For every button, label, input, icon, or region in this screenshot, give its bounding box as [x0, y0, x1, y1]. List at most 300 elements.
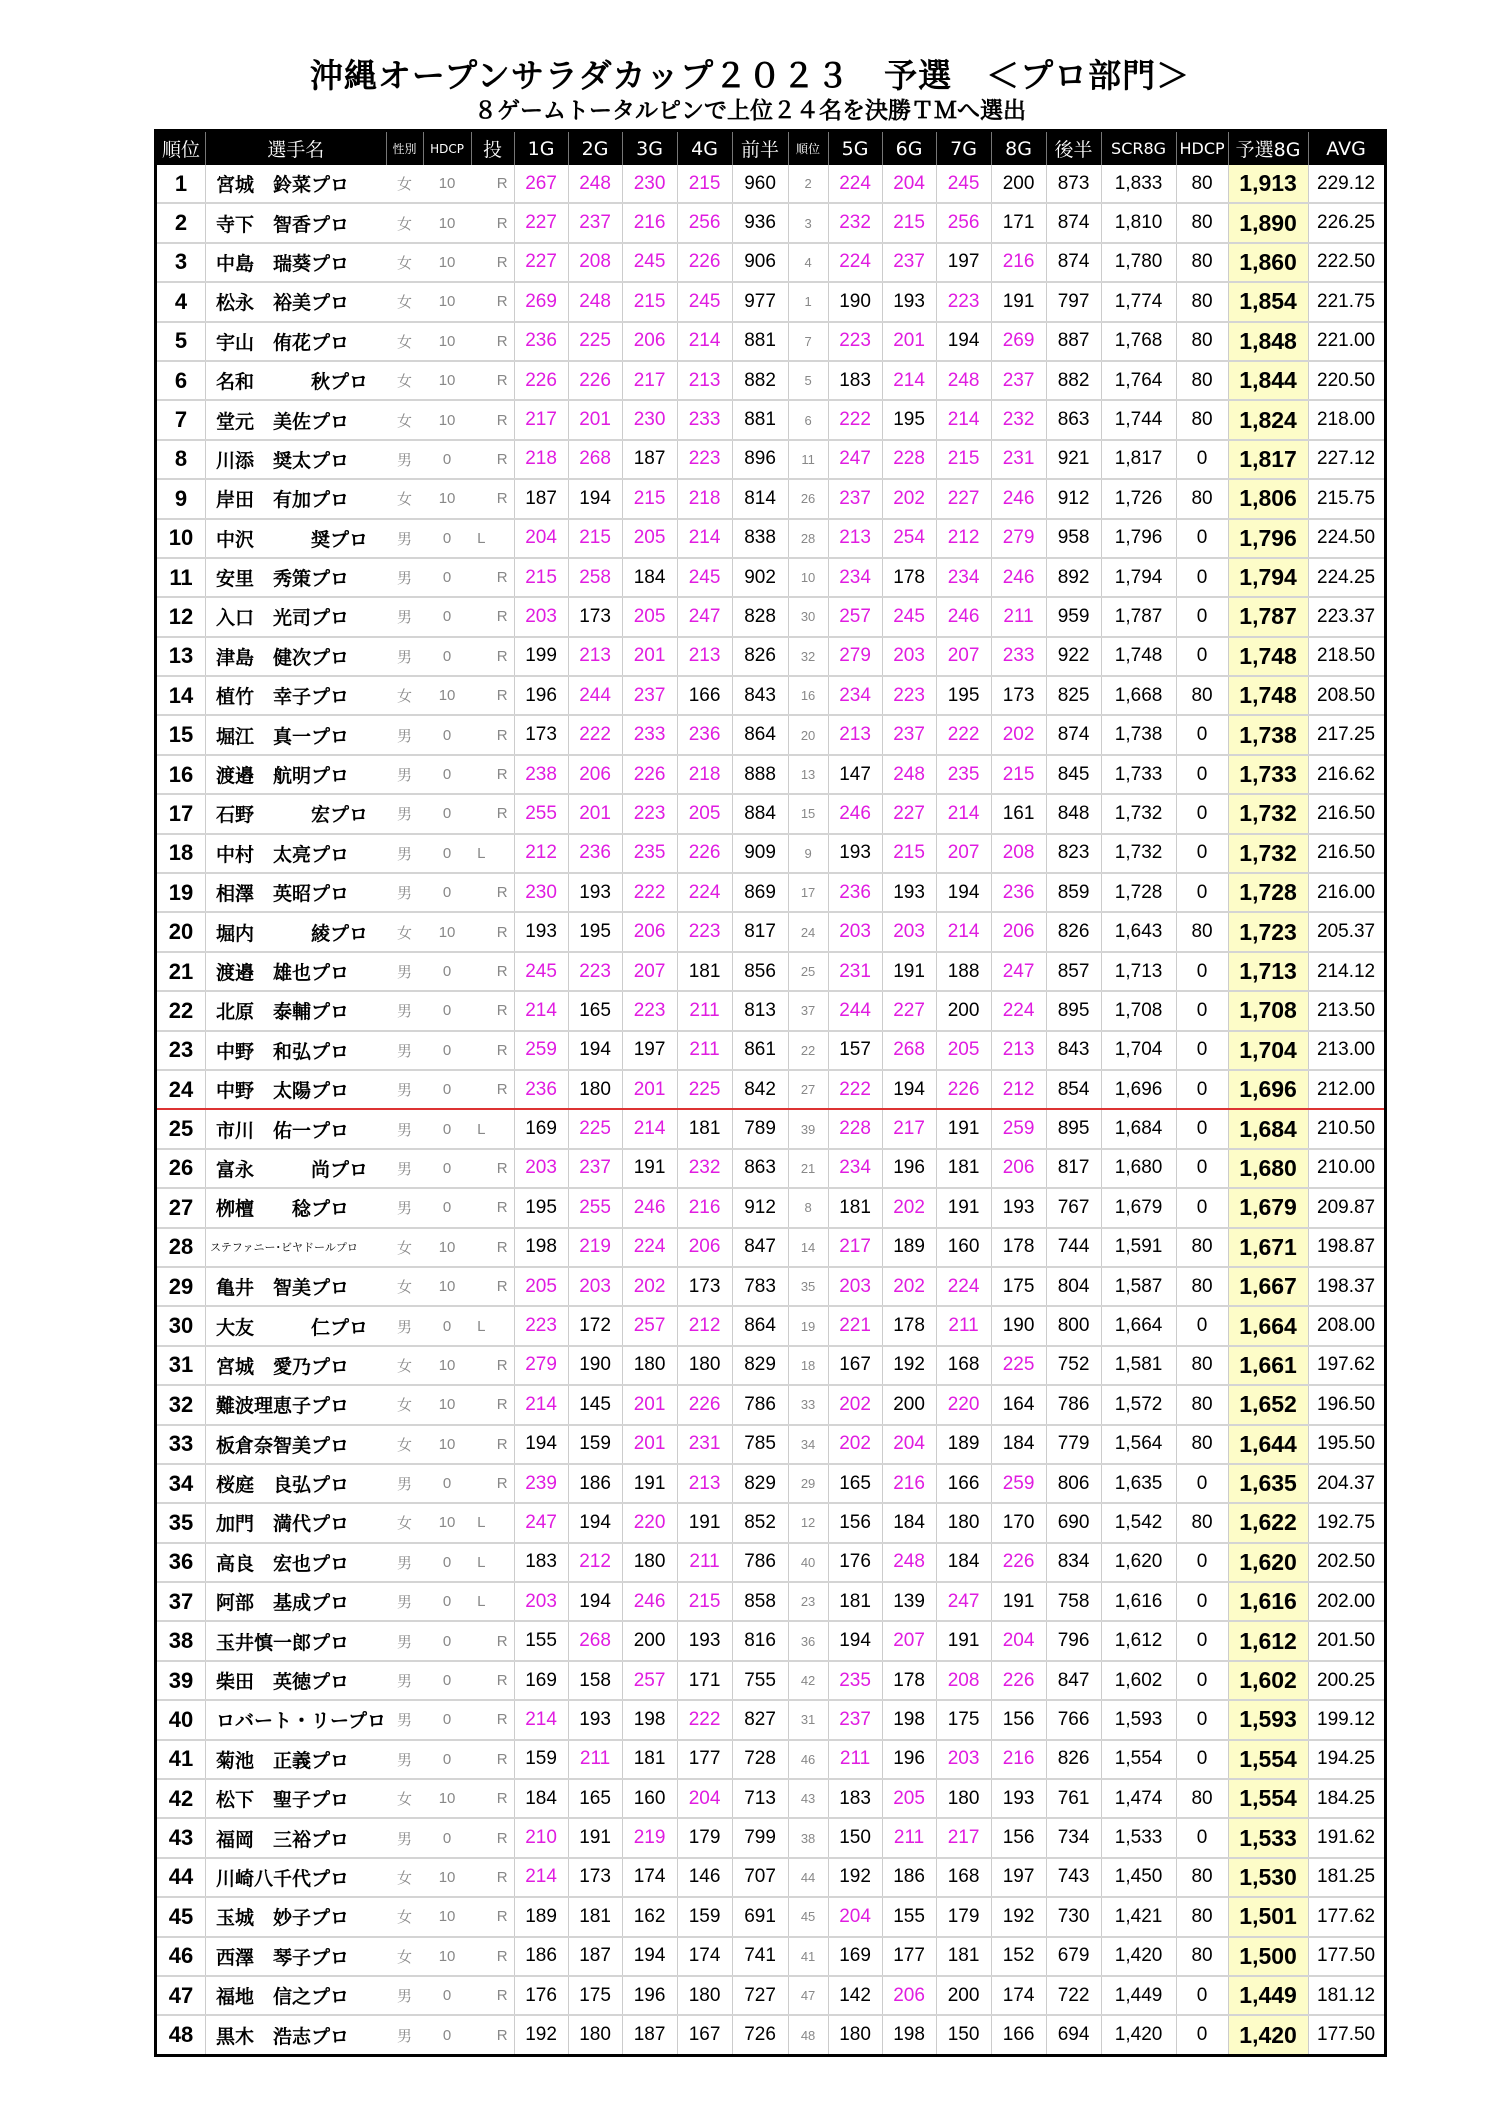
- table-row: [156, 1228, 1386, 1267]
- cell-first-half: 789: [732, 1109, 788, 1148]
- cell-hand: R: [471, 1740, 514, 1779]
- cell-game-4: 177: [677, 1740, 732, 1779]
- cell-player-name: 岸田 有加プロ: [206, 479, 387, 518]
- cell-half-rank: 39: [788, 1109, 828, 1148]
- cell-game-3: 205: [622, 597, 677, 636]
- table-row: [156, 873, 1386, 912]
- cell-scratch-8g: 1,810: [1101, 203, 1176, 242]
- cell-game-2: 248: [568, 282, 622, 321]
- cell-first-half: 726: [732, 2015, 788, 2055]
- cell-average: 218.50: [1308, 637, 1385, 676]
- cell-hand: R: [471, 1031, 514, 1070]
- cell-game-7: 214: [936, 400, 991, 439]
- cell-qualifying-8g: 1,644: [1228, 1425, 1308, 1464]
- cell-scratch-8g: 1,587: [1101, 1267, 1176, 1306]
- cell-qualifying-8g: 1,671: [1228, 1228, 1308, 1267]
- cell-game-4: 214: [677, 322, 732, 361]
- cell-player-name: 寺下 智香プロ: [206, 203, 387, 242]
- cell-scratch-8g: 1,643: [1101, 912, 1176, 951]
- cell-game-6: 227: [882, 794, 936, 833]
- cell-qualifying-8g: 1,860: [1228, 243, 1308, 282]
- cell-game-1: 227: [514, 203, 568, 242]
- cell-rank: 2: [156, 203, 206, 242]
- cell-game-8: 204: [991, 1621, 1046, 1660]
- cell-game-7: 245: [936, 165, 991, 203]
- header-qualifying-8g: 予選8G: [1228, 131, 1308, 166]
- page-subtitle: ８ゲームトータルピンで上位２４名を決勝ＴＭへ選出: [474, 98, 1026, 124]
- header-scratch-8g: SCR8G: [1101, 131, 1176, 166]
- cell-game-6: 204: [882, 1425, 936, 1464]
- cell-first-half: 863: [732, 1149, 788, 1188]
- cell-qualifying-8g: 1,854: [1228, 282, 1308, 321]
- cell-rank: 16: [156, 755, 206, 794]
- cell-game-2: 225: [568, 1109, 622, 1148]
- cell-game-5: 211: [828, 1740, 882, 1779]
- cell-qualifying-8g: 1,817: [1228, 440, 1308, 479]
- cell-second-half: 874: [1046, 715, 1101, 754]
- cell-first-half: 847: [732, 1228, 788, 1267]
- cell-half-rank: 36: [788, 1621, 828, 1660]
- cell-game-4: 191: [677, 1503, 732, 1542]
- cell-game-8: 237: [991, 361, 1046, 400]
- cell-game-1: 210: [514, 1818, 568, 1857]
- cell-second-half: 959: [1046, 597, 1101, 636]
- cell-half-rank: 22: [788, 1031, 828, 1070]
- cell-hdcp: 0: [423, 834, 471, 873]
- cell-game-5: 234: [828, 1149, 882, 1188]
- cell-qualifying-8g: 1,913: [1228, 165, 1308, 203]
- cell-game-7: 166: [936, 1464, 991, 1503]
- cell-second-half: 912: [1046, 479, 1101, 518]
- table-row: [156, 991, 1386, 1030]
- table-row: [156, 1425, 1386, 1464]
- cell-half-rank: 43: [788, 1779, 828, 1818]
- cell-game-6: 193: [882, 282, 936, 321]
- cell-game-2: 194: [568, 1503, 622, 1542]
- cell-first-half: 691: [732, 1897, 788, 1936]
- cell-first-half: 827: [732, 1700, 788, 1739]
- cell-hdcp-8g: 0: [1176, 1109, 1228, 1148]
- cell-game-4: 223: [677, 912, 732, 951]
- cell-game-8: 231: [991, 440, 1046, 479]
- cell-hdcp: 10: [423, 1937, 471, 1976]
- cell-game-4: 213: [677, 361, 732, 400]
- cell-hand: R: [471, 952, 514, 991]
- cell-sex: 男: [386, 1070, 423, 1109]
- cell-hdcp: 10: [423, 322, 471, 361]
- cell-first-half: 936: [732, 203, 788, 242]
- cell-game-5: 222: [828, 1070, 882, 1109]
- cell-half-rank: 24: [788, 912, 828, 951]
- cell-game-5: 221: [828, 1306, 882, 1345]
- cell-game-3: 246: [622, 1188, 677, 1227]
- cell-game-2: 201: [568, 400, 622, 439]
- cell-hand: R: [471, 991, 514, 1030]
- cell-game-8: 170: [991, 1503, 1046, 1542]
- cell-average: 210.00: [1308, 1149, 1385, 1188]
- cell-game-4: 215: [677, 165, 732, 203]
- cell-average: 216.50: [1308, 834, 1385, 873]
- cell-game-8: 246: [991, 558, 1046, 597]
- cell-game-6: 177: [882, 1937, 936, 1976]
- cell-game-6: 196: [882, 1740, 936, 1779]
- cell-game-7: 181: [936, 1149, 991, 1188]
- cell-player-name: 川添 奨太プロ: [206, 440, 387, 479]
- cell-hdcp: 10: [423, 1267, 471, 1306]
- cell-half-rank: 1: [788, 282, 828, 321]
- cell-game-7: 168: [936, 1346, 991, 1385]
- cell-scratch-8g: 1,612: [1101, 1621, 1176, 1660]
- cell-game-6: 155: [882, 1897, 936, 1936]
- table-row: [156, 1858, 1386, 1897]
- cell-game-7: 247: [936, 1582, 991, 1621]
- cell-hdcp: 0: [423, 715, 471, 754]
- cell-game-3: 162: [622, 1897, 677, 1936]
- cell-first-half: 881: [732, 400, 788, 439]
- cell-sex: 女: [386, 1385, 423, 1424]
- cell-hdcp-8g: 80: [1176, 479, 1228, 518]
- cell-hand: R: [471, 637, 514, 676]
- cell-hdcp: 10: [423, 400, 471, 439]
- cell-qualifying-8g: 1,602: [1228, 1661, 1308, 1700]
- cell-qualifying-8g: 1,890: [1228, 203, 1308, 242]
- cell-first-half: 816: [732, 1621, 788, 1660]
- cell-game-2: 223: [568, 952, 622, 991]
- cell-average: 181.25: [1308, 1858, 1385, 1897]
- cell-game-1: 199: [514, 637, 568, 676]
- cell-game-3: 206: [622, 912, 677, 951]
- cell-game-6: 202: [882, 479, 936, 518]
- cell-game-5: 183: [828, 361, 882, 400]
- cell-game-1: 169: [514, 1661, 568, 1700]
- cell-second-half: 834: [1046, 1543, 1101, 1582]
- cell-hdcp-8g: 80: [1176, 912, 1228, 951]
- cell-hdcp: 0: [423, 1818, 471, 1857]
- cell-rank: 29: [156, 1267, 206, 1306]
- cell-average: 212.00: [1308, 1070, 1385, 1109]
- cell-rank: 26: [156, 1149, 206, 1188]
- cell-second-half: 758: [1046, 1582, 1101, 1621]
- cell-game-3: 197: [622, 1031, 677, 1070]
- cell-game-7: 223: [936, 282, 991, 321]
- cell-game-4: 218: [677, 755, 732, 794]
- cell-game-5: 257: [828, 597, 882, 636]
- cell-game-8: 216: [991, 1740, 1046, 1779]
- cell-first-half: 707: [732, 1858, 788, 1897]
- cell-game-3: 201: [622, 1070, 677, 1109]
- cell-game-2: 195: [568, 912, 622, 951]
- cell-player-name: 高良 宏也プロ: [206, 1543, 387, 1582]
- cell-game-4: 204: [677, 1779, 732, 1818]
- cell-game-3: 230: [622, 165, 677, 203]
- cell-first-half: 817: [732, 912, 788, 951]
- cell-game-2: 206: [568, 755, 622, 794]
- cell-player-name: 西澤 琴子プロ: [206, 1937, 387, 1976]
- cell-qualifying-8g: 1,824: [1228, 400, 1308, 439]
- cell-game-5: 231: [828, 952, 882, 991]
- cell-game-5: 246: [828, 794, 882, 833]
- cell-first-half: 728: [732, 1740, 788, 1779]
- cell-game-5: 180: [828, 2015, 882, 2055]
- cell-average: 196.50: [1308, 1385, 1385, 1424]
- cell-scratch-8g: 1,664: [1101, 1306, 1176, 1345]
- cell-sex: 男: [386, 1306, 423, 1345]
- cell-hdcp: 0: [423, 1464, 471, 1503]
- table-row: [156, 794, 1386, 833]
- cell-sex: 女: [386, 676, 423, 715]
- cell-game-1: 239: [514, 1464, 568, 1503]
- cell-first-half: 888: [732, 755, 788, 794]
- cell-sex: 女: [386, 1228, 423, 1267]
- cell-game-7: 189: [936, 1425, 991, 1464]
- cell-average: 217.25: [1308, 715, 1385, 754]
- cell-hdcp: 0: [423, 991, 471, 1030]
- cell-qualifying-8g: 1,794: [1228, 558, 1308, 597]
- cell-half-rank: 20: [788, 715, 828, 754]
- cell-hdcp-8g: 80: [1176, 243, 1228, 282]
- cell-half-rank: 32: [788, 637, 828, 676]
- cell-hand: R: [471, 1937, 514, 1976]
- cell-game-7: 207: [936, 834, 991, 873]
- cell-game-8: 206: [991, 1149, 1046, 1188]
- cell-hdcp-8g: 0: [1176, 1464, 1228, 1503]
- cell-game-5: 234: [828, 676, 882, 715]
- cell-hdcp-8g: 80: [1176, 400, 1228, 439]
- cell-game-3: 201: [622, 1385, 677, 1424]
- cell-game-7: 180: [936, 1779, 991, 1818]
- cell-first-half: 828: [732, 597, 788, 636]
- cell-game-5: 234: [828, 558, 882, 597]
- table-row: [156, 1031, 1386, 1070]
- cell-game-1: 279: [514, 1346, 568, 1385]
- cell-game-3: 235: [622, 834, 677, 873]
- cell-first-half: 727: [732, 1976, 788, 2015]
- cell-game-7: 150: [936, 2015, 991, 2055]
- cell-second-half: 826: [1046, 912, 1101, 951]
- cell-hand: R: [471, 1897, 514, 1936]
- cell-first-half: 861: [732, 1031, 788, 1070]
- cell-scratch-8g: 1,421: [1101, 1897, 1176, 1936]
- cell-first-half: 799: [732, 1818, 788, 1857]
- cell-hdcp-8g: 0: [1176, 834, 1228, 873]
- cell-player-name: 相澤 英昭プロ: [206, 873, 387, 912]
- cell-hdcp: 0: [423, 597, 471, 636]
- cell-qualifying-8g: 1,501: [1228, 1897, 1308, 1936]
- cell-game-8: 213: [991, 1031, 1046, 1070]
- cell-game-7: 179: [936, 1897, 991, 1936]
- cell-game-2: 237: [568, 1149, 622, 1188]
- cell-player-name: 菊池 正義プロ: [206, 1740, 387, 1779]
- cell-player-name: 福岡 三裕プロ: [206, 1818, 387, 1857]
- cell-hdcp-8g: 0: [1176, 991, 1228, 1030]
- cell-game-8: 161: [991, 794, 1046, 833]
- cell-qualifying-8g: 1,806: [1228, 479, 1308, 518]
- cell-second-half: 859: [1046, 873, 1101, 912]
- cell-qualifying-8g: 1,449: [1228, 1976, 1308, 2015]
- cell-scratch-8g: 1,616: [1101, 1582, 1176, 1621]
- table-row: [156, 1464, 1386, 1503]
- cell-rank: 15: [156, 715, 206, 754]
- cell-game-8: 232: [991, 400, 1046, 439]
- cell-rank: 44: [156, 1858, 206, 1897]
- cell-half-rank: 19: [788, 1306, 828, 1345]
- cell-game-3: 222: [622, 873, 677, 912]
- cell-game-4: 205: [677, 794, 732, 833]
- cell-player-name: 堂元 美佐プロ: [206, 400, 387, 439]
- cell-game-5: 279: [828, 637, 882, 676]
- cell-game-8: 178: [991, 1228, 1046, 1267]
- cell-rank: 19: [156, 873, 206, 912]
- cell-first-half: 786: [732, 1543, 788, 1582]
- cell-game-6: 211: [882, 1818, 936, 1857]
- cell-game-1: 267: [514, 165, 568, 203]
- cell-qualifying-8g: 1,713: [1228, 952, 1308, 991]
- cell-game-2: 219: [568, 1228, 622, 1267]
- cell-hand: R: [471, 479, 514, 518]
- cell-game-7: 220: [936, 1385, 991, 1424]
- cell-game-4: 226: [677, 834, 732, 873]
- cell-game-2: 268: [568, 1621, 622, 1660]
- cell-game-6: 254: [882, 519, 936, 558]
- cell-game-5: 224: [828, 243, 882, 282]
- cell-game-2: 194: [568, 479, 622, 518]
- cell-half-rank: 10: [788, 558, 828, 597]
- cell-game-5: 150: [828, 1818, 882, 1857]
- cell-first-half: 902: [732, 558, 788, 597]
- cell-game-8: 197: [991, 1858, 1046, 1897]
- cell-scratch-8g: 1,696: [1101, 1070, 1176, 1109]
- cell-sex: 男: [386, 1582, 423, 1621]
- cell-game-2: 208: [568, 243, 622, 282]
- cell-first-half: 869: [732, 873, 788, 912]
- cell-second-half: 730: [1046, 1897, 1101, 1936]
- cell-game-7: 181: [936, 1937, 991, 1976]
- cell-game-5: 247: [828, 440, 882, 479]
- cell-game-2: 201: [568, 794, 622, 833]
- cell-hdcp-8g: 80: [1176, 1425, 1228, 1464]
- cell-hdcp-8g: 80: [1176, 1228, 1228, 1267]
- cell-game-6: 237: [882, 715, 936, 754]
- cell-first-half: 838: [732, 519, 788, 558]
- cell-half-rank: 26: [788, 479, 828, 518]
- cell-hdcp-8g: 0: [1176, 1306, 1228, 1345]
- table-row: [156, 1700, 1386, 1739]
- cell-qualifying-8g: 1,664: [1228, 1306, 1308, 1345]
- table-row: [156, 203, 1386, 242]
- cell-game-3: 202: [622, 1267, 677, 1306]
- cell-second-half: 800: [1046, 1306, 1101, 1345]
- table-row: [156, 479, 1386, 518]
- cell-scratch-8g: 1,768: [1101, 322, 1176, 361]
- cell-game-5: 147: [828, 755, 882, 794]
- cell-game-1: 189: [514, 1897, 568, 1936]
- cell-game-1: 230: [514, 873, 568, 912]
- cell-half-rank: 14: [788, 1228, 828, 1267]
- cell-sex: 女: [386, 1425, 423, 1464]
- cell-hand: R: [471, 1149, 514, 1188]
- cell-first-half: 912: [732, 1188, 788, 1227]
- cell-game-2: 175: [568, 1976, 622, 2015]
- table-row: [156, 1661, 1386, 1700]
- cell-game-3: 205: [622, 519, 677, 558]
- cell-game-4: 211: [677, 1543, 732, 1582]
- cell-average: 210.50: [1308, 1109, 1385, 1148]
- cell-game-2: 190: [568, 1346, 622, 1385]
- header-average: AVG: [1308, 131, 1385, 166]
- cell-hdcp-8g: 80: [1176, 1385, 1228, 1424]
- cell-hdcp: 0: [423, 873, 471, 912]
- cell-rank: 18: [156, 834, 206, 873]
- cell-game-4: 166: [677, 676, 732, 715]
- cell-rank: 8: [156, 440, 206, 479]
- cell-sex: 男: [386, 1149, 423, 1188]
- cell-hand: L: [471, 1306, 514, 1345]
- cell-game-6: 248: [882, 1543, 936, 1582]
- cell-hdcp: 0: [423, 1543, 471, 1582]
- cell-hdcp: 0: [423, 1621, 471, 1660]
- cell-game-3: 206: [622, 322, 677, 361]
- cell-scratch-8g: 1,572: [1101, 1385, 1176, 1424]
- cell-sex: 男: [386, 637, 423, 676]
- cell-hand: R: [471, 282, 514, 321]
- cell-game-8: 212: [991, 1070, 1046, 1109]
- cell-game-4: 226: [677, 243, 732, 282]
- cell-game-5: 142: [828, 1976, 882, 2015]
- cell-game-2: 213: [568, 637, 622, 676]
- cell-average: 213.00: [1308, 1031, 1385, 1070]
- header-game-5: 5G: [828, 131, 882, 166]
- table-row: [156, 282, 1386, 321]
- cell-qualifying-8g: 1,420: [1228, 2015, 1308, 2055]
- cell-hdcp: 0: [423, 1109, 471, 1148]
- header-game-3: 3G: [622, 131, 677, 166]
- cell-sex: 女: [386, 165, 423, 203]
- cell-game-4: 211: [677, 1031, 732, 1070]
- cell-hdcp-8g: 0: [1176, 1582, 1228, 1621]
- cell-game-1: 159: [514, 1740, 568, 1779]
- cell-qualifying-8g: 1,732: [1228, 794, 1308, 833]
- cell-game-7: 200: [936, 1976, 991, 2015]
- cell-game-3: 184: [622, 558, 677, 597]
- table-row: [156, 755, 1386, 794]
- cell-average: 215.75: [1308, 479, 1385, 518]
- header-game-7: 7G: [936, 131, 991, 166]
- cell-second-half: 825: [1046, 676, 1101, 715]
- cell-scratch-8g: 1,581: [1101, 1346, 1176, 1385]
- cell-sex: 女: [386, 1779, 423, 1818]
- cell-game-7: 235: [936, 755, 991, 794]
- cell-hdcp: 10: [423, 1385, 471, 1424]
- cell-game-5: 213: [828, 519, 882, 558]
- cell-game-3: 219: [622, 1818, 677, 1857]
- cell-hdcp: 0: [423, 2015, 471, 2055]
- table-row: [156, 597, 1386, 636]
- cell-hdcp: 0: [423, 1976, 471, 2015]
- cell-game-4: 179: [677, 1818, 732, 1857]
- cell-game-3: 257: [622, 1306, 677, 1345]
- cell-game-4: 146: [677, 1858, 732, 1897]
- cell-game-3: 187: [622, 440, 677, 479]
- cell-game-5: 232: [828, 203, 882, 242]
- cell-player-name: 柴田 英徳プロ: [206, 1661, 387, 1700]
- cell-game-5: 223: [828, 322, 882, 361]
- cell-first-half: 882: [732, 361, 788, 400]
- cell-hdcp: 0: [423, 952, 471, 991]
- cell-game-3: 257: [622, 1661, 677, 1700]
- cell-game-3: 215: [622, 479, 677, 518]
- cell-game-4: 215: [677, 1582, 732, 1621]
- cell-game-2: 203: [568, 1267, 622, 1306]
